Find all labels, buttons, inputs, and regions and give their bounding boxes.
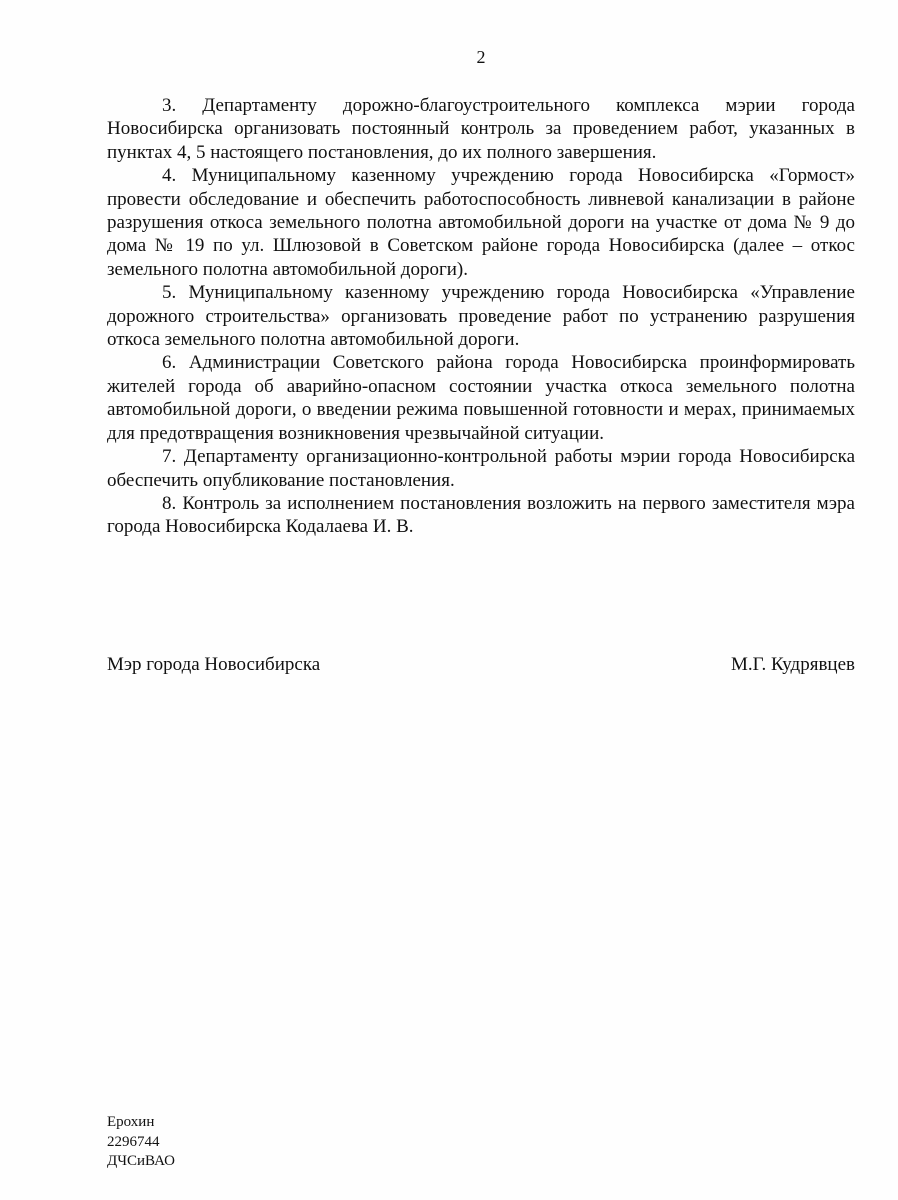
paragraph-4: 4. Муниципальному казенному учреждению города Новосибирска «Гормост» провести обследование и обеспечить работоспособность ливневой канализации в районе разрушения откоса земельного полотна автомобильной дороги на участке от дома № 9 до дома № 19 по ул. Шлюзовой в Советском районе города Новосибирска (далее – откос земельного полотна автомобильной дороги). (107, 165, 855, 280)
executor-name: Ерохин (107, 1114, 155, 1130)
signatory-title: Мэр города Новосибирска (107, 654, 321, 675)
paragraph-3: 3. Департаменту дорожно-благоустроительного комплекса мэрии города Новосибирска организовать постоянный контроль за проведением работ, указанных в пунктах 4, 5 настоящего постановления, до их полного завершения. (107, 95, 855, 163)
executor-department: ДЧСиВАО (107, 1153, 175, 1169)
page-number: 2 (476, 47, 486, 67)
paragraph-6: 6. Администрации Советского района города Новосибирска проинформировать жителей города об аварийно-опасном состоянии участка откоса земельного полотна автомобильной дороги, о введении режима повышенной готовности и мерах, принимаемых для предотвращения возникновения чрезвычайной ситуации. (107, 352, 855, 444)
signature-block (107, 653, 855, 679)
executor-footer (107, 1113, 175, 1172)
signatory-name: М.Г. Кудрявцев (731, 654, 855, 675)
document-body (107, 94, 855, 539)
paragraph-7: 7. Департаменту организационно-контрольной работы мэрии города Новосибирска обеспечить опубликование постановления. (107, 446, 855, 491)
paragraph-8: 8. Контроль за исполнением постановления возложить на первого заместителя мэра города Новосибирска Кодалаева И. В. (107, 492, 855, 538)
executor-phone: 2296744 (107, 1133, 160, 1150)
paragraph-5: 5. Муниципальному казенному учреждению города Новосибирска «Управление дорожного строительства» организовать проведение работ по устранению разрушения откоса земельного полотна автомобильной дороги. (107, 282, 855, 351)
